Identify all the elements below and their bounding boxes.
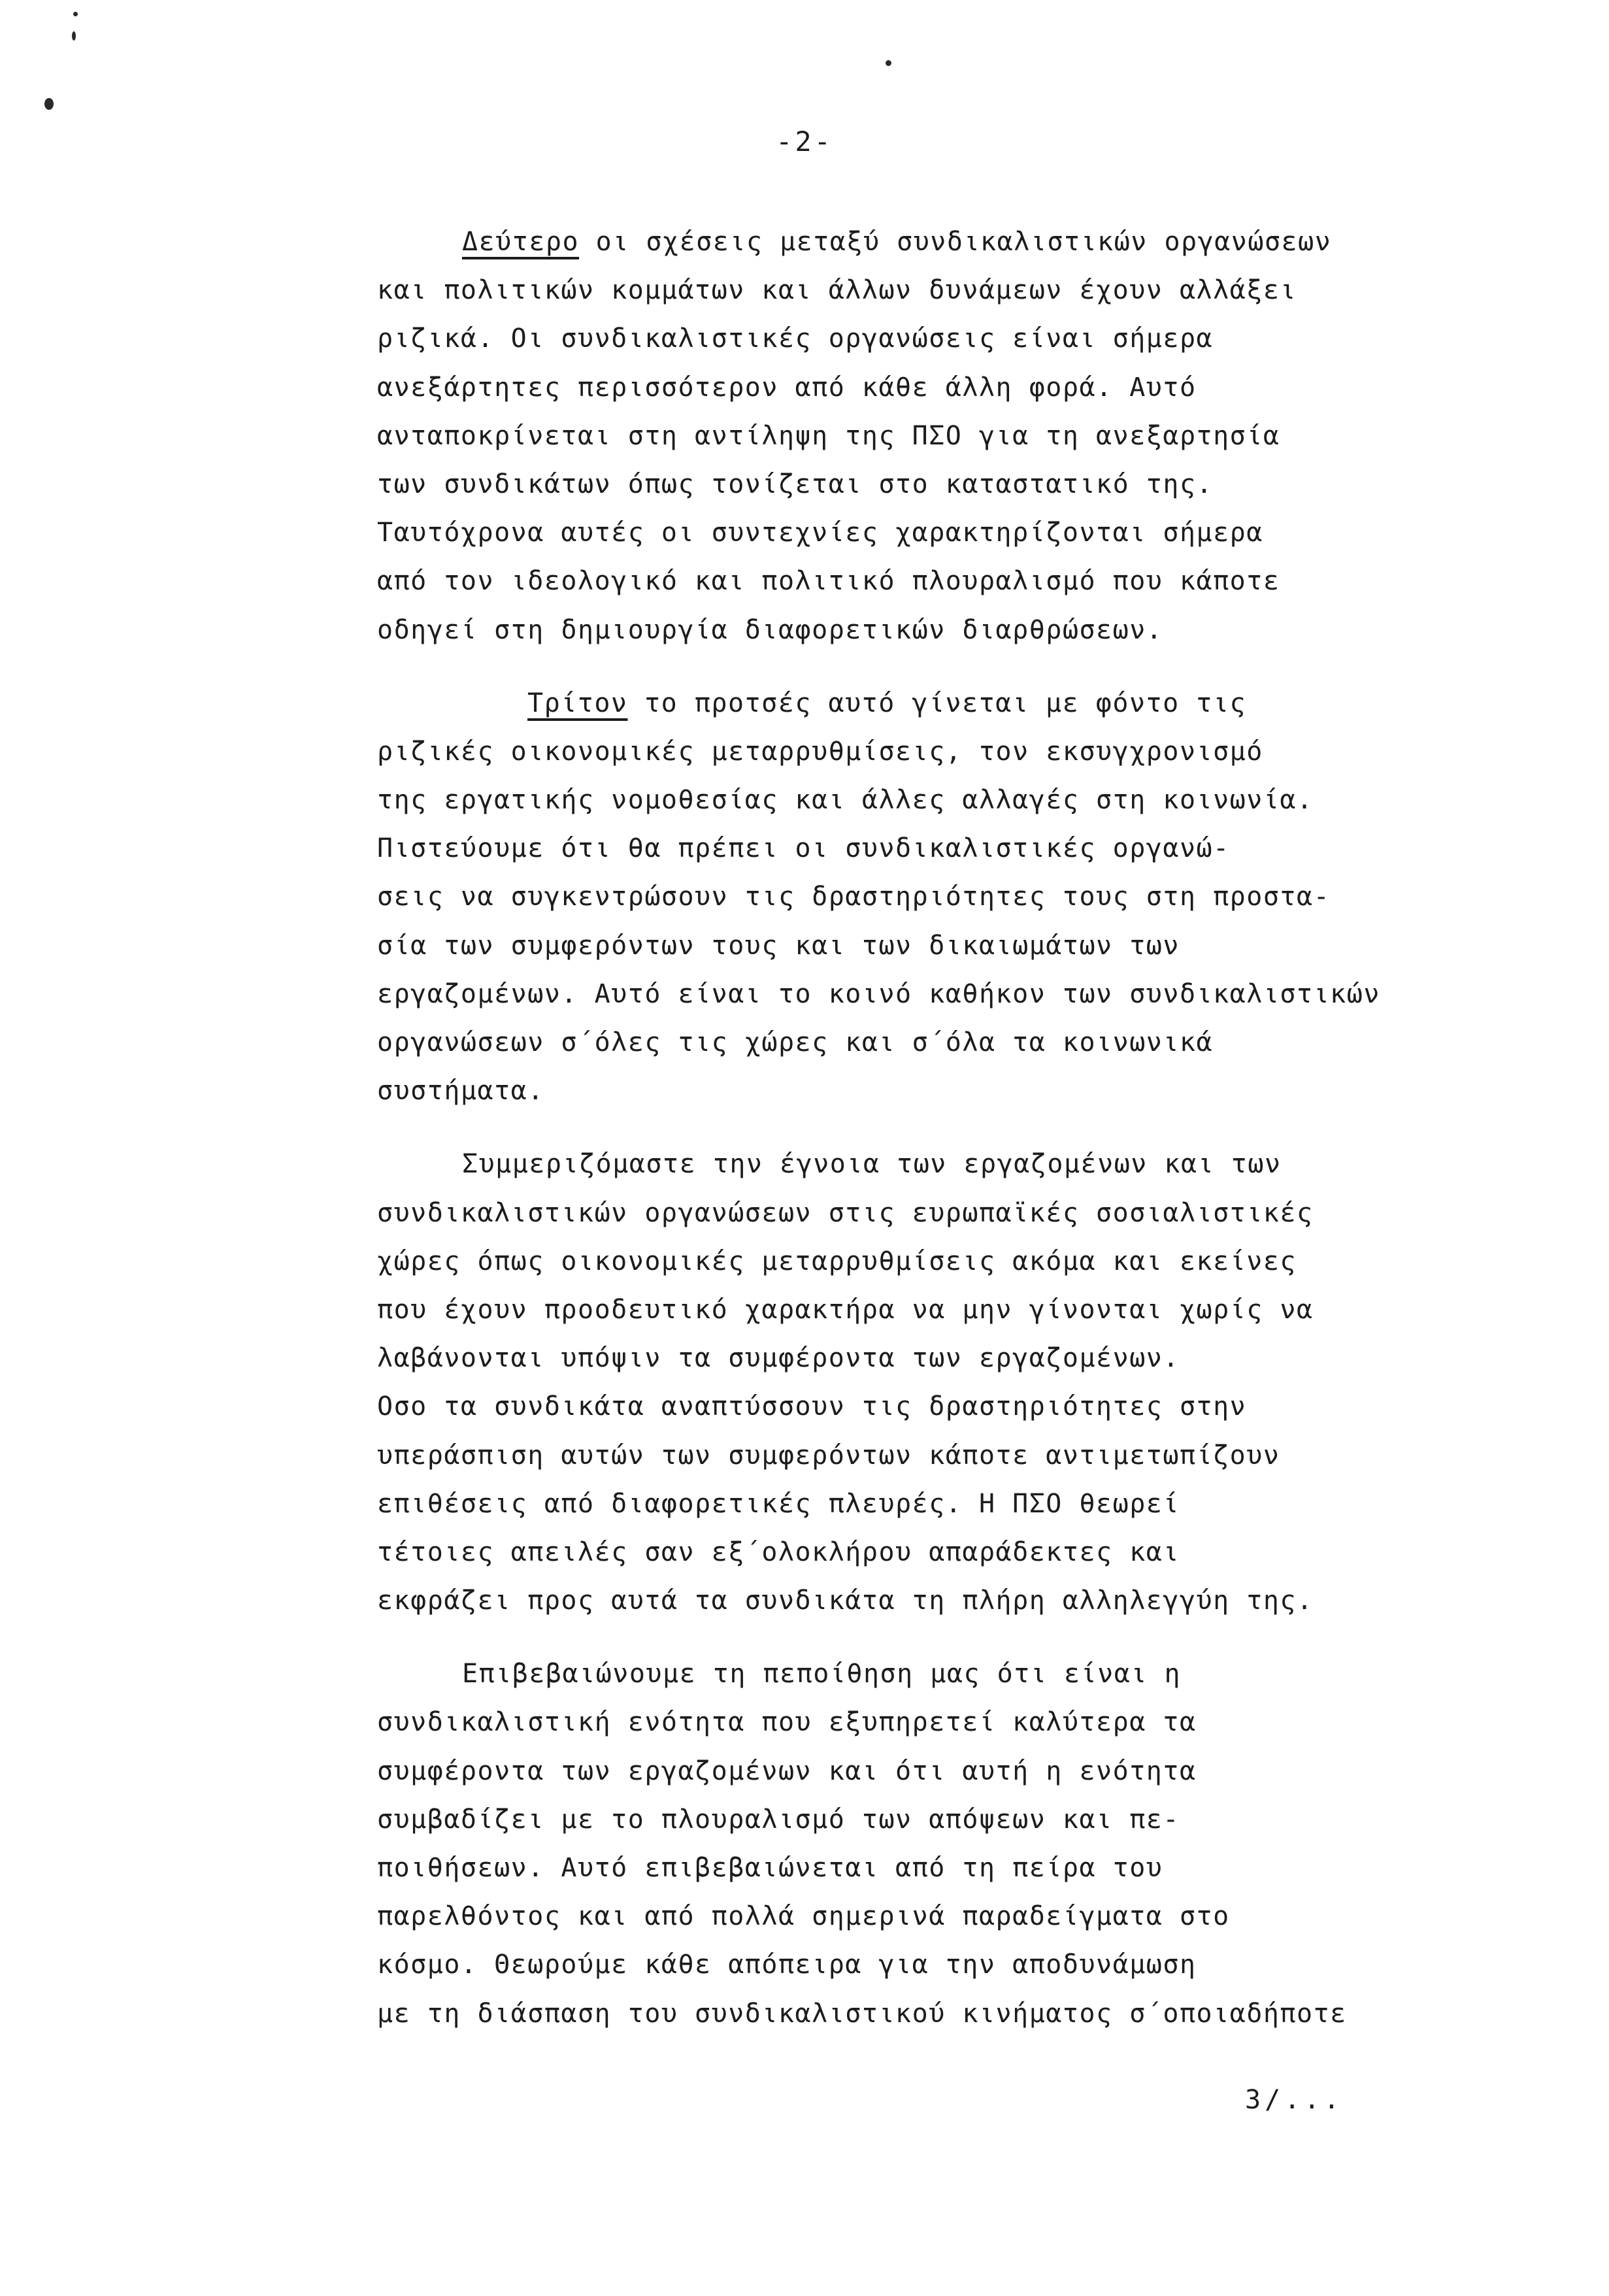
document-body [377, 218, 1527, 2038]
text-line: ανεξάρτητες περισσότερον από κάθε άλλη φορά. Αυτό [377, 372, 1197, 403]
text-line: ριζικά. Οι συνδικαλιστικές οργανώσεις είναι σήμερα [377, 324, 1214, 354]
text-line: ποιθήσεων. Αυτό επιβεβαιώνεται από τη πείρα του [377, 1853, 1163, 1883]
text-line: οργανώσεων σ΄όλες τις χώρες και σ΄όλα τα κοινωνικά [377, 1027, 1214, 1057]
text-line: συνδικαλιστική ενότητα που εξυπηρετεί καλύτερα τα [377, 1707, 1197, 1738]
scan-speck [72, 31, 76, 41]
paragraph [377, 1650, 1527, 2038]
text-line: εργαζομένων. Αυτό είναι το κοινό καθήκον των συνδικαλιστικών [377, 978, 1380, 1009]
text-line: ανταποκρίνεται στη αντίληψη της ΠΣΟ για τη ανεξαρτησία [377, 420, 1280, 451]
text-line: υπεράσπιση αυτών των συμφερόντων κάποτε αντιμετωπίζουν [377, 1440, 1280, 1471]
text-line: κόσμο. Θεωρούμε κάθε απόπειρα για την αποδυνάμωση [377, 1950, 1197, 1980]
text-line: λαβάνονται υπόψιν τα συμφέροντα των εργαζομένων. [377, 1343, 1180, 1374]
paragraph-first-line [377, 218, 1527, 266]
text-line: σία των συμφερόντων τους και των δικαιωμάτων των [377, 930, 1180, 961]
text-line: συνδικαλιστικών οργανώσεων στις ευρωπαϊκές σοσιαλιστικές [377, 1197, 1314, 1228]
text-line: και πολιτικών κομμάτων και άλλων δυνάμεων έχουν αλλάξει [377, 275, 1297, 306]
text-line: με τη διάσπαση του συνδικαλιστικού κινήματος σ΄οποιαδήποτε [377, 1998, 1347, 2029]
text-line: από τον ιδεολογικό και πολιτικό πλουραλισμό που κάποτε [377, 566, 1280, 597]
text-line: συστήματα. [377, 1076, 544, 1106]
paragraph-first-line [377, 679, 1527, 727]
text-line: Ταυτόχρονα αυτές οι συντεχνίες χαρακτηρίζονται σήμερα [377, 518, 1263, 548]
text-line: συμφέροντα των εργαζομένων και ότι αυτή η ενότητα [377, 1755, 1197, 1786]
text-line: το προτσές αυτό γίνεται με φόντο τις [627, 688, 1247, 718]
text-line: χώρες όπως οικονομικές μεταρρυθμίσεις ακόμα και εκείνες [377, 1246, 1297, 1276]
text-line: οδηγεί στη δημιουργία διαφορετικών διαρθρώσεων. [377, 614, 1163, 645]
text-line: Επιβεβαιώνουμε τη πεποίθηση μας ότι είναι η [462, 1659, 1182, 1689]
next-page-marker: 3/... [1245, 2085, 1344, 2115]
text-line: σεις να συγκεντρώσουν τις δραστηριότητες τους στη προστα- [377, 882, 1331, 912]
text-line: Συμμεριζόμαστε την έγνοια των εργαζομένων και των [462, 1149, 1282, 1180]
text-line: Οσο τα συνδικάτα αναπτύσσουν τις δραστηριότητες στην [377, 1391, 1247, 1422]
text-line: της εργατικής νομοθεσίας και άλλες αλλαγές στη κοινωνία. [377, 785, 1314, 816]
scan-speck [44, 98, 54, 110]
text-line: Πιστεύουμε ότι θα πρέπει οι συνδικαλιστικές οργανώ- [377, 833, 1230, 864]
scan-speck [73, 12, 78, 16]
scan-speck [886, 60, 891, 66]
paragraph [377, 1140, 1527, 1625]
paragraph-lead: Δεύτερο [462, 227, 580, 257]
paragraph-lead: Τρίτον [527, 688, 628, 718]
text-line: των συνδικάτων όπως τονίζεται στο καταστατικό της. [377, 469, 1214, 499]
text-line: εκφράζει προς αυτά τα συνδικάτα τη πλήρη αλληλεγγύη της. [377, 1586, 1314, 1616]
paragraph [377, 679, 1527, 1116]
text-line: που έχουν προοδευτικό χαρακτήρα να μην γίνονται χωρίς να [377, 1294, 1314, 1325]
paragraph [377, 218, 1527, 654]
text-line: οι σχέσεις μεταξύ συνδικαλιστικών οργανώσεων [579, 227, 1332, 257]
page-number: -2- [776, 125, 833, 158]
text-line: ριζικές οικονομικές μεταρρυθμίσεις, τον εκσυγχρονισμό [377, 736, 1263, 767]
text-line: παρελθόντος και από πολλά σημερινά παραδείγματα στο [377, 1901, 1230, 1932]
text-line: επιθέσεις από διαφορετικές πλευρές. Η ΠΣΟ θεωρεί [377, 1488, 1180, 1519]
text-line: συμβαδίζει με το πλουραλισμό των απόψεων και πε- [377, 1804, 1180, 1835]
text-line: τέτοιες απειλές σαν εξ΄ολοκλήρου απαράδεκτες και [377, 1537, 1180, 1567]
